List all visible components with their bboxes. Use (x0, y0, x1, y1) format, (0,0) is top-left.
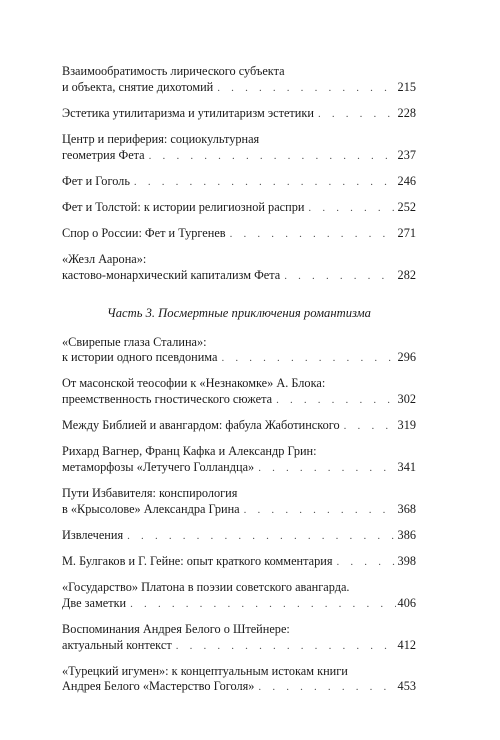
toc-entry-title: От масонской теософии к «Незнакомке» А. Блока: (62, 376, 326, 391)
toc-entry-title: Фет и Толстой: к истории религиозной распри (62, 199, 305, 214)
toc-entry-title: М. Булгаков и Г. Гейне: опыт краткого комментария (62, 554, 333, 568)
toc-entry-title: к истории одного псевдонима (62, 350, 218, 365)
toc-entry-title: Воспоминания Андрея Белого о Штейнере: (62, 621, 290, 636)
toc-entry-line (62, 376, 416, 392)
toc-page-number: 271 (397, 226, 416, 241)
toc-entry-line (62, 418, 416, 435)
toc-entry-title: «Турецкий игумен»: к концептуальным истокам книги (62, 663, 348, 678)
toc-entry-line (62, 486, 416, 502)
toc-entry-line (62, 528, 416, 545)
toc-entry-title: Центр и периферия: социокультурная (62, 131, 260, 146)
toc-entry-line (62, 350, 416, 367)
toc-entry-line (62, 638, 416, 655)
toc-entry-title: Взаимообратимость лирического субъекта (62, 64, 285, 78)
dot-leader (176, 639, 396, 655)
toc-entry (62, 132, 416, 164)
toc-entry-line (62, 596, 416, 613)
toc-entry-line (62, 226, 416, 243)
dot-leader (258, 461, 395, 477)
toc-page-number: 412 (397, 637, 416, 652)
dot-leader (217, 81, 395, 97)
toc-entry-line (62, 64, 416, 80)
toc-entry-title: «Свирепые глаза Сталина»: (62, 334, 207, 349)
toc-entry (62, 106, 416, 123)
toc-entry-title: Спор о России: Фет и Тургенев (62, 226, 226, 241)
toc-entry-line (62, 460, 416, 477)
toc-entry (62, 226, 416, 243)
toc-page-number: 406 (397, 595, 416, 610)
toc-page-number: 453 (397, 679, 416, 694)
toc-entry-title: геометрия Фета (62, 147, 145, 162)
table-of-contents (62, 64, 416, 706)
toc-entry (62, 252, 416, 284)
toc-entry-title: актуальный контекст (62, 637, 172, 652)
toc-entry-line (62, 148, 416, 165)
dot-leader (244, 503, 396, 519)
toc-entry (62, 580, 416, 612)
toc-group-part3 (62, 335, 416, 696)
dot-leader (127, 529, 395, 545)
toc-entry (62, 622, 416, 654)
toc-entry (62, 64, 416, 96)
dot-leader (149, 149, 396, 165)
toc-entry-line (62, 200, 416, 217)
toc-entry-title: Извлечения (62, 527, 124, 542)
toc-entry-title: в «Крысолове» Александра Грина (62, 501, 240, 516)
dot-leader (276, 393, 395, 409)
toc-page-number: 282 (397, 267, 416, 282)
part-heading: Часть 3. Посмертные приключения романтизма (107, 305, 371, 320)
toc-entry (62, 554, 416, 571)
toc-group-part2 (62, 64, 416, 285)
toc-entry (62, 376, 416, 408)
dot-leader (318, 107, 396, 123)
toc-entry-line (62, 444, 416, 460)
toc-entry-line (62, 392, 416, 409)
toc-entry (62, 418, 416, 435)
toc-entry-title: Две заметки (62, 595, 127, 610)
toc-page-number: 237 (397, 147, 416, 162)
toc-entry-title: преемственность гностического сюжета (62, 391, 273, 406)
dot-leader (337, 555, 396, 571)
toc-entry-title: «Жезл Аарона»: (62, 252, 147, 267)
dot-leader (344, 419, 396, 435)
toc-page-number: 246 (397, 173, 416, 188)
toc-entry-line (62, 174, 416, 191)
dot-leader (308, 201, 395, 217)
dot-leader (258, 680, 395, 696)
toc-page-number: 296 (397, 350, 416, 365)
dot-leader (284, 269, 395, 285)
toc-entry-line (62, 268, 416, 285)
toc-entry-line (62, 554, 416, 571)
toc-page-number: 398 (397, 554, 416, 568)
toc-entry-line (62, 664, 416, 680)
toc-page-number: 302 (397, 391, 416, 406)
toc-page-number: 215 (397, 79, 416, 94)
toc-page-number: 368 (397, 501, 416, 516)
toc-entry (62, 444, 416, 476)
toc-entry-line (62, 252, 416, 268)
toc-entry-line (62, 502, 416, 519)
toc-entry (62, 200, 416, 217)
toc-entry (62, 174, 416, 191)
toc-entry (62, 528, 416, 545)
toc-page-number: 341 (397, 459, 416, 474)
toc-entry-title: Эстетика утилитаризма и утилитаризм эстетики (62, 105, 314, 120)
dot-leader (134, 175, 396, 191)
toc-entry-line (62, 580, 416, 596)
toc-entry-title: «Государство» Платона в поэзии советского авангарда. (62, 580, 350, 595)
dot-leader (230, 227, 396, 243)
toc-entry-line (62, 80, 416, 97)
toc-page-number: 386 (397, 527, 416, 542)
toc-entry-line (62, 335, 416, 351)
toc-entry (62, 486, 416, 518)
toc-entry-title: кастово-монархический капитализм Фета (62, 267, 281, 282)
toc-entry-line (62, 106, 416, 123)
toc-entry-line (62, 132, 416, 148)
toc-entry-title: Пути Избавителя: конспирология (62, 486, 238, 501)
dot-leader (130, 597, 395, 613)
toc-entry-title: метаморфозы «Летучего Голландца» (62, 459, 255, 474)
dot-leader (221, 351, 395, 367)
toc-page-number: 228 (397, 105, 416, 120)
toc-page-number: 252 (397, 199, 416, 214)
toc-entry-title: Между Библией и авангардом: фабула Жаботинского (62, 418, 340, 433)
toc-entry-title: Андрея Белого «Мастерство Гоголя» (62, 679, 255, 694)
toc-entry-line (62, 679, 416, 696)
toc-entry-title: Рихард Вагнер, Франц Кафка и Александр Грин: (62, 444, 317, 459)
toc-entry-title: и объекта, снятие дихотомий (62, 79, 214, 94)
toc-entry-title: Фет и Гоголь (62, 173, 130, 188)
toc-entry-line (62, 622, 416, 638)
toc-page-number: 319 (397, 418, 416, 433)
toc-entry (62, 664, 416, 696)
toc-entry (62, 335, 416, 367)
